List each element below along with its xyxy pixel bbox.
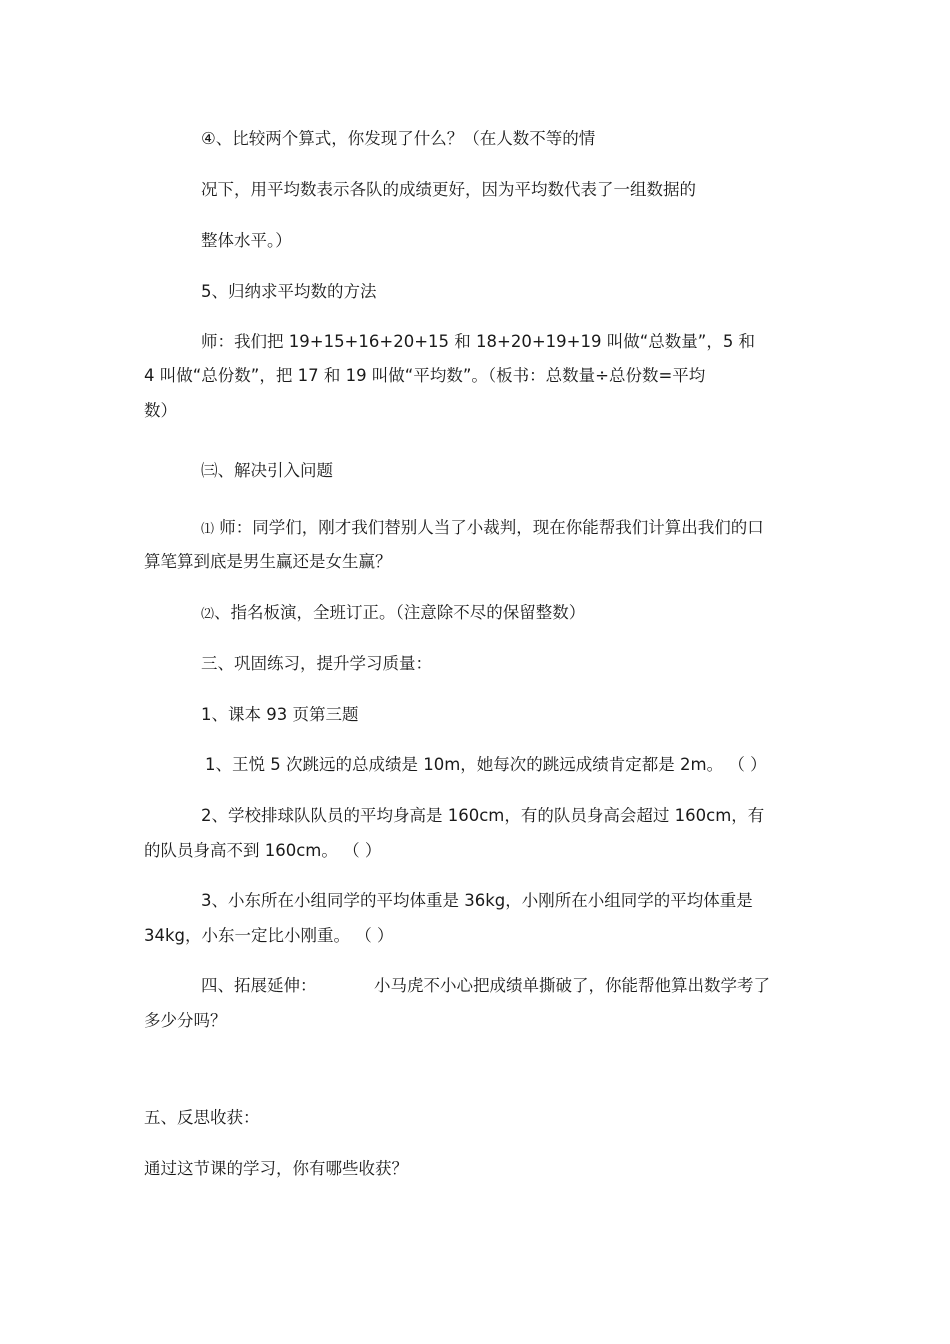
exercise-item-continued: 34kg，小东一定比小刚重。 （ ） [144,926,394,945]
text-line: 4 叫做“总份数”，把 17 和 19 叫做“平均数”。（板书：总数量÷总份数=平均 [144,366,706,385]
section-heading: 五、反思收获： [144,1108,260,1127]
text-line-content: 师：同学们，刚才我们替别人当了小裁判，现在你能帮我们计算出我们的口 [219,518,764,537]
text-line [201,602,585,626]
text-line: 小马虎不小心把成绩单撕破了，你能帮他算出数学考了 [374,976,770,995]
text-line: 况下，用平均数表示各队的成绩更好，因为平均数代表了一组数据的 [201,180,696,199]
text-line: 多少分吗？ [144,1011,227,1030]
exercise-item: 1、王悦 5 次跳远的总成绩是 10m，她每次的跳远成绩肯定都是 2m。 （ ） [205,755,767,774]
text-line-content: 、指名板演，全班订正。（注意除不尽的保留整数） [214,603,586,622]
text-line: 师：我们把 19+15+16+20+15 和 18+20+19+19 叫做“总数量”，5 和 [201,332,756,351]
text-line: 通过这节课的学习，你有哪些收获？ [144,1159,408,1178]
text-line: 1、课本 93 页第三题 [201,705,359,724]
section-number-mark: ㈢ [201,461,218,480]
text-line: 整体水平。） [201,231,292,250]
section-heading: 四、拓展延伸： [201,976,317,995]
exercise-item-continued: 的队员身高不到 160cm。 （ ） [144,841,382,860]
text-line: ④、比较两个算式，你发现了什么？（在人数不等的情 [201,129,596,148]
text-line [201,517,764,541]
exercise-item: 3、小东所在小组同学的平均体重是 36kg，小刚所在小组同学的平均体重是 [201,891,753,910]
item-number-mark: ⑵ [201,607,215,622]
section-heading: 三、巩固练习，提升学习质量： [201,654,432,673]
section-heading: 5、归纳求平均数的方法 [201,282,377,301]
section-heading-text: 、解决引入问题 [217,461,333,480]
text-line: 算笔算到底是男生赢还是女生赢？ [144,552,392,571]
exercise-item: 2、学校排球队队员的平均身高是 160cm，有的队员身高会超过 160cm，有 [201,806,765,825]
section-heading [201,460,333,482]
text-line: 数） [144,401,177,420]
item-number-mark: ⑴ [201,522,215,537]
